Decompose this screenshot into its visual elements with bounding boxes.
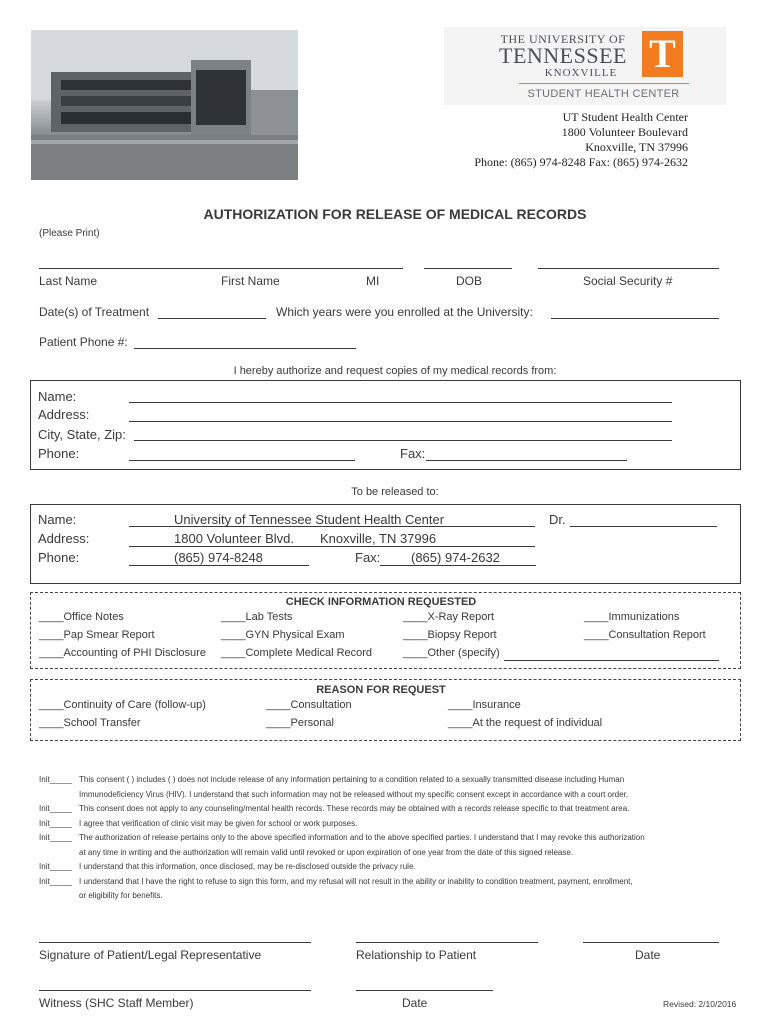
reason-item[interactable]: ____School Transfer [39, 717, 141, 729]
revised-date: Revised: 2/10/2016 [663, 999, 737, 1009]
check-col-1 [39, 611, 206, 665]
from-name-line[interactable] [129, 402, 672, 403]
to-name-value: University of Tennessee Student Health Center [174, 512, 445, 527]
check-item[interactable]: ____Pap Smear Report [39, 629, 155, 641]
check-item[interactable]: ____Lab Tests [221, 611, 293, 623]
logo-line2: TENNESSEE [499, 43, 627, 68]
reason-col-1 [39, 699, 206, 735]
check-item[interactable]: ____GYN Physical Exam [221, 629, 345, 641]
ssn-label: Social Security # [583, 274, 673, 288]
relationship-label: Relationship to Patient [356, 948, 477, 962]
witness-line[interactable] [39, 990, 311, 991]
reason-item[interactable]: ____Continuity of Care (follow-up) [39, 699, 206, 711]
from-phone-line[interactable] [129, 460, 355, 461]
center-phone-fax: Phone: (865) 974-8248 Fax: (865) 974-2632 [474, 155, 688, 169]
center-street: 1800 Volunteer Boulevard [561, 125, 688, 139]
release-from-box [30, 380, 741, 470]
from-city-line[interactable] [134, 440, 672, 441]
reason-col-3 [448, 699, 602, 735]
other-specify-line[interactable] [504, 660, 719, 661]
to-fax-line [380, 565, 536, 566]
init-field[interactable]: Init_____ [39, 862, 72, 871]
from-address-line[interactable] [129, 421, 672, 422]
dob-label: DOB [456, 274, 483, 288]
consent-row: or eligibility for benefits. [79, 891, 163, 900]
init-field[interactable]: Init_____ [39, 833, 72, 842]
from-phone-label: Phone: [38, 446, 80, 461]
dates-treatment-line[interactable] [158, 318, 266, 319]
center-address [474, 110, 688, 170]
logo-line4: STUDENT HEALTH CENTER [527, 88, 680, 100]
check-col-3 [403, 611, 500, 665]
consent-row: Init_____ I agree that verification of clinic visit may be given for school or work purposes. [39, 817, 749, 832]
signature-label: Signature of Patient/Legal Representative [39, 948, 262, 962]
center-name: UT Student Health Center [562, 110, 688, 124]
consent-row: Init_____ I understand that I have the right to refuse to sign this form, and my refusal will not result in the ability or inability to condition treatment, payment, enrollment, [39, 875, 749, 890]
page-title: AUTHORIZATION FOR RELEASE OF MEDICAL RECORDS [203, 206, 587, 222]
to-phone-value: (865) 974-8248 [174, 550, 263, 565]
first-name-label: First Name [221, 274, 280, 288]
patient-phone-line[interactable] [134, 348, 356, 349]
to-city-value: Knoxville, TN 37996 [320, 531, 437, 546]
logo-divider [519, 83, 689, 84]
relationship-line[interactable] [356, 942, 538, 943]
please-print: (Please Print) [39, 228, 100, 239]
check-item[interactable]: ____Consultation Report [584, 629, 706, 641]
reason-item[interactable]: ____Insurance [448, 699, 521, 711]
to-phone-line [129, 565, 309, 566]
to-fax-label: Fax: [355, 550, 381, 565]
logo-line3: KNOXVILLE [544, 67, 618, 79]
init-field[interactable]: Init_____ [39, 818, 72, 828]
date1-line[interactable] [583, 942, 719, 943]
to-phone-label: Phone: [38, 550, 80, 565]
building-illustration [31, 30, 298, 180]
date1-label: Date [635, 948, 661, 962]
witness-label: Witness (SHC Staff Member) [39, 996, 194, 1010]
last-name-label: Last Name [39, 274, 98, 288]
building-photo [31, 30, 298, 180]
consent-list [39, 773, 749, 904]
reason-item[interactable]: ____At the request of individual [448, 717, 603, 729]
reason-heading: REASON FOR REQUEST [316, 684, 446, 696]
to-name-label: Name: [38, 512, 77, 527]
logo-t-mark: T [642, 31, 683, 77]
check-item[interactable]: ____Immunizations [584, 611, 680, 623]
logo-line1: THE UNIVERSITY OF [500, 32, 626, 46]
check-item[interactable]: ____Office Notes [39, 611, 124, 623]
reason-item[interactable]: ____Personal [266, 717, 334, 729]
consent-row: Init_____ I understand that this information, once disclosed, may be re-disclosed outside the privacy rule. [39, 860, 749, 875]
consent-row: Init_____ This consent does not apply to any counseling/mental health records. These records may be obtained with a records release specific to that treatment area. [39, 802, 749, 817]
to-dr-line[interactable] [570, 526, 717, 527]
check-item[interactable]: ____Complete Medical Record [221, 647, 373, 659]
released-to-text: To be released to: [351, 486, 439, 498]
years-enrolled-label: Which years were you enrolled at the University: [276, 305, 533, 319]
to-address-label: Address: [38, 531, 90, 546]
from-name-label: Name: [38, 389, 77, 404]
mi-label: MI [366, 274, 380, 288]
ssn-line[interactable] [538, 268, 719, 269]
center-city: Knoxville, TN 37996 [585, 140, 688, 154]
reason-item[interactable]: ____Consultation [266, 699, 352, 711]
from-fax-line[interactable] [426, 460, 627, 461]
check-info-heading: CHECK INFORMATION REQUESTED [285, 596, 477, 608]
signature-line[interactable] [39, 942, 311, 943]
to-address-line [129, 546, 535, 547]
init-field[interactable]: Init_____ [39, 804, 72, 813]
to-dr-label: Dr. [549, 512, 566, 527]
consent-row: at any time in writing and the authorization will remain valid until revoked or upon expiration of one year from the date of this signed release. [79, 847, 574, 857]
from-city-label: City, State, Zip: [38, 427, 126, 442]
date2-label: Date [402, 996, 428, 1010]
check-item[interactable]: ____Accounting of PHI Disclosure [39, 647, 206, 659]
dob-line[interactable] [424, 268, 512, 269]
dates-treatment-label: Date(s) of Treatment [39, 305, 150, 319]
name-line[interactable] [39, 268, 403, 269]
check-item[interactable]: ____X-Ray Report [403, 611, 495, 623]
init-field[interactable]: Init_____ [39, 876, 72, 886]
check-item[interactable]: ____Other (specify) [403, 647, 500, 659]
from-fax-label: Fax: [400, 446, 426, 461]
check-item[interactable]: ____Biopsy Report [403, 629, 497, 641]
to-address-value: 1800 Volunteer Blvd. [174, 531, 294, 546]
date2-line[interactable] [356, 990, 493, 991]
check-col-4 [584, 611, 706, 647]
consent-row: Immunodeficiency Virus (HIV). I understand that such information may not be released without my specific consent except in accordance with a court order. [79, 789, 629, 799]
to-fax-value: (865) 974-2632 [411, 550, 500, 565]
check-col-2 [221, 611, 372, 665]
from-address-label: Address: [38, 407, 90, 422]
consent-row: Init_____ The authorization of release pertains only to the above specified information and to the above specified parties. I understand that I may revoke this authorization [39, 831, 749, 846]
years-enrolled-line[interactable] [551, 318, 719, 319]
university-logo [444, 27, 726, 105]
reason-col-2 [266, 699, 352, 735]
authorize-text: I hereby authorize and request copies of my medical records from: [233, 365, 557, 377]
patient-phone-label: Patient Phone #: [39, 335, 128, 349]
consent-row: Init_____ This consent ( ) includes ( ) does not include release of any information pertaining to a condition related to a sexually transmitted disease including Human [39, 773, 749, 788]
init-field[interactable]: Init_____ [39, 775, 72, 784]
